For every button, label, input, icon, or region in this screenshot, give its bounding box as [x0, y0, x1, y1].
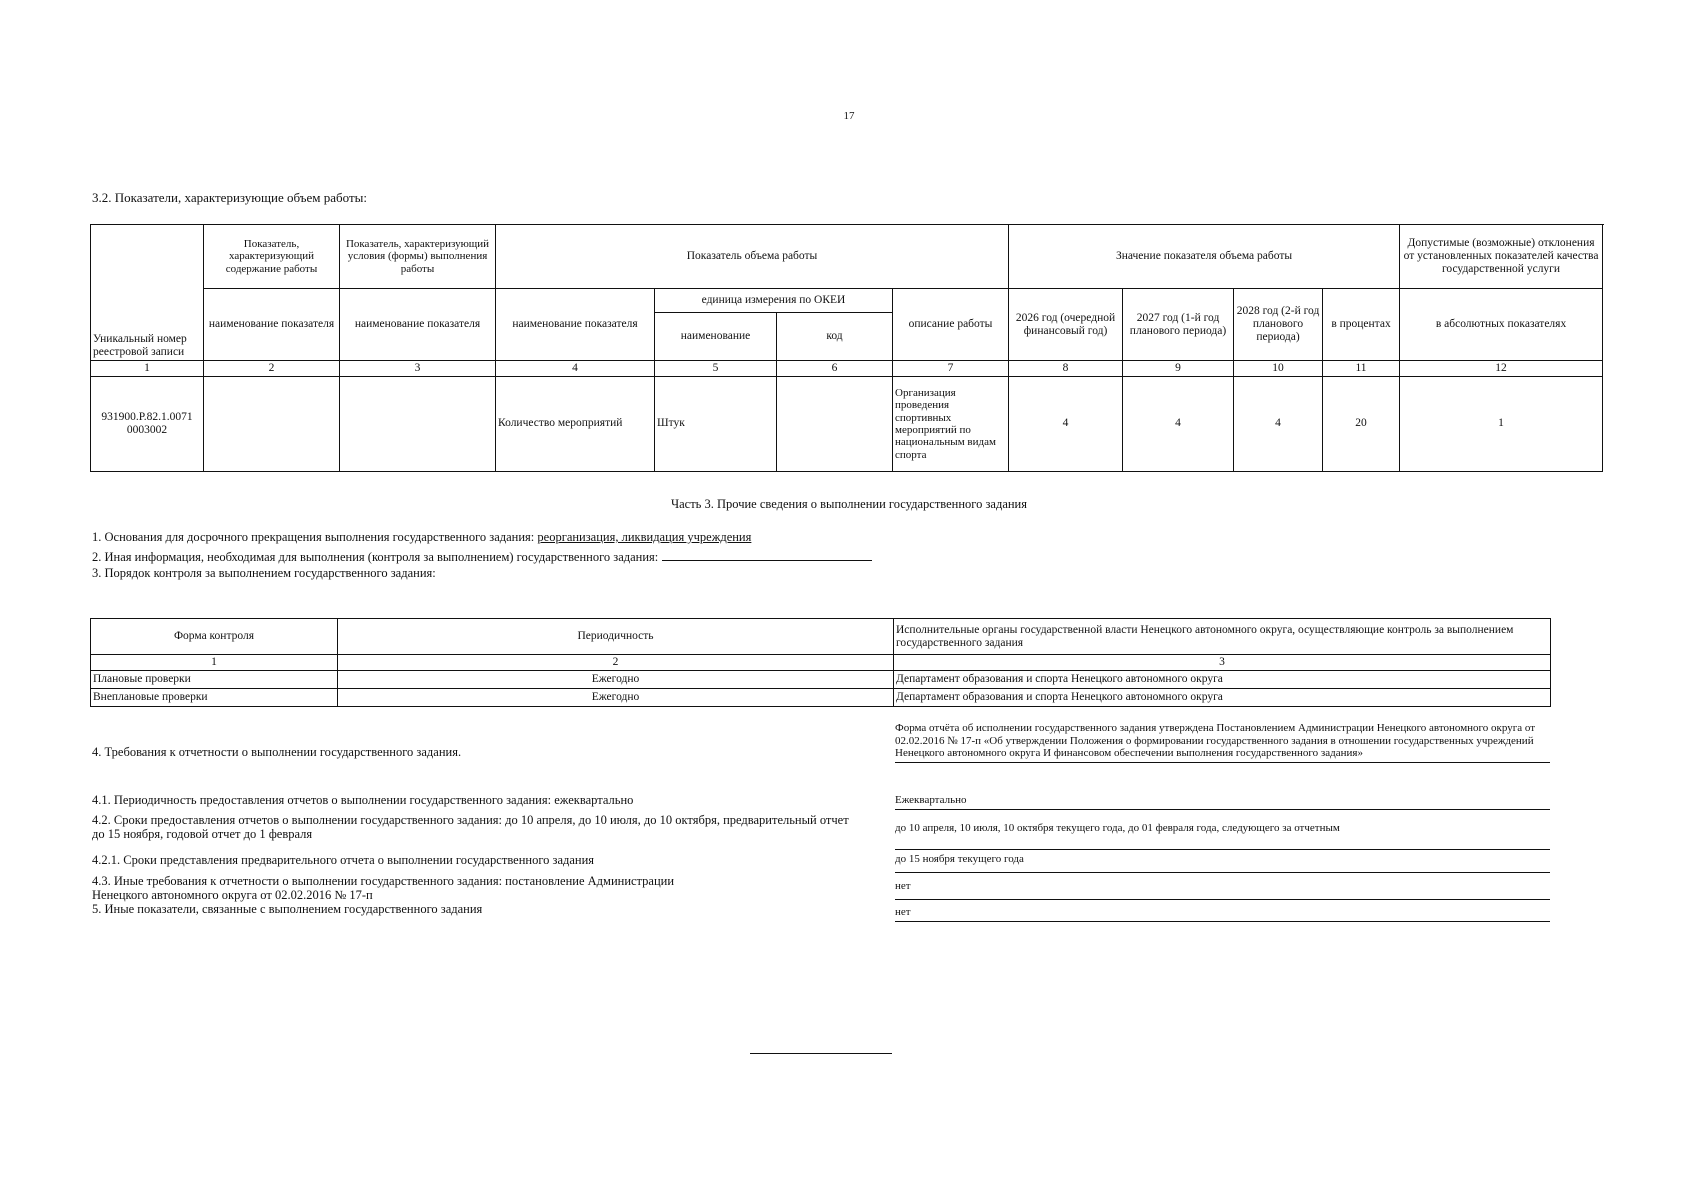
indicator-value: Количество мероприятий	[496, 376, 655, 471]
req-4-label: 4. Требования к отчетности о выполнении государственного задания.	[92, 745, 462, 759]
header-indicator-name: наименование показателя	[496, 289, 655, 361]
column-number: 7	[893, 361, 1009, 377]
header-conditions-indicator: Показатель, характеризующий условия (формы) выполнения работы	[340, 225, 496, 289]
section-title: 3.2. Показатели, характеризующие объем работы:	[92, 190, 367, 205]
header-okei-code: код	[777, 313, 893, 361]
percent-value: 20	[1323, 376, 1400, 471]
unit-value: Штук	[655, 376, 777, 471]
header-content-indicator: Показатель, характеризующий содержание работы	[204, 225, 340, 289]
column-number-row	[91, 361, 1603, 377]
page-number: 17	[843, 110, 855, 122]
description-value: Организация проведения спортивных мероприятий по национальным видам спорта	[893, 376, 1009, 471]
req-4-2-1-label: 4.2.1. Сроки представления предварительного отчета о выполнении государственного задания	[92, 853, 595, 867]
header-work-description: описание работы	[893, 289, 1009, 361]
item-1	[92, 530, 751, 545]
header-volume-value: Значение показателя объема работы	[1009, 225, 1400, 289]
item-3: 3. Порядок контроля за выполнением государственного задания:	[92, 566, 436, 580]
header-indicator-name: наименование показателя	[204, 289, 340, 361]
column-number: 4	[496, 361, 655, 377]
absolute-value: 1	[1400, 376, 1603, 471]
header-year-2028: 2028 год (2-й год планового периода)	[1234, 289, 1323, 361]
item-2-label: 2. Иная информация, необходимая для выполнения (контроля за выполнением) государственного задания:	[92, 550, 659, 564]
value-2026: 4	[1009, 376, 1123, 471]
control-table	[90, 618, 1551, 707]
work-volume-table	[90, 224, 1603, 472]
header-control-organs: Исполнительные органы государственной власти Ненецкого автономного округа, осуществляющие контроль за выполнением государственного задания	[894, 619, 1551, 655]
column-number: 1	[91, 361, 204, 377]
periodicity: Ежегодно	[338, 670, 894, 688]
value-2028: 4	[1234, 376, 1323, 471]
column-number-row	[91, 655, 1551, 671]
req-4-2-1-value: до 15 ноября текущего года	[895, 853, 1550, 873]
column-number: 2	[204, 361, 340, 377]
blank-line	[662, 548, 872, 561]
content-value	[204, 376, 340, 471]
column-number: 3	[894, 655, 1551, 671]
req-4-2-value: до 10 апреля, 10 июля, 10 октября текущего года, до 01 февраля года, следующего за отчетным	[895, 822, 1550, 850]
registry-code: 931900.Р.82.1.0071 0003002	[91, 376, 204, 471]
column-number: 12	[1400, 361, 1603, 377]
header-periodicity: Периодичность	[338, 619, 894, 655]
control-form: Плановые проверки	[91, 670, 338, 688]
header-okei-name: наименование	[655, 313, 777, 361]
control-organ: Департамент образования и спорта Ненецкого автономного округа	[894, 670, 1551, 688]
header-indicator-name: наименование показателя	[340, 289, 496, 361]
column-number: 5	[655, 361, 777, 377]
header-control-form: Форма контроля	[91, 619, 338, 655]
req-5-label: 5. Иные показатели, связанные с выполнением государственного задания	[92, 902, 483, 916]
column-number: 6	[777, 361, 893, 377]
item-1-label: 1. Основания для досрочного прекращения выполнения государственного задания:	[92, 530, 538, 544]
header-deviation: Допустимые (возможные) отклонения от установленных показателей качества государственной услуги	[1400, 225, 1603, 289]
unit-code-value	[777, 376, 893, 471]
item-1-value: реорганизация, ликвидация учреждения	[537, 530, 752, 544]
control-organ: Департамент образования и спорта Ненецкого автономного округа	[894, 688, 1551, 706]
header-volume-indicator: Показатель объема работы	[496, 225, 1009, 289]
column-number: 3	[340, 361, 496, 377]
column-number: 2	[338, 655, 894, 671]
value-2027: 4	[1123, 376, 1234, 471]
column-number: 1	[91, 655, 338, 671]
column-number: 10	[1234, 361, 1323, 377]
column-number: 11	[1323, 361, 1400, 377]
req-4-value: Форма отчёта об исполнении государственного задания утверждена Постановлением Администрации Ненецкого автономного округа от 02.02.2016 № 17-п «Об утверждении Положения о формировании государственного задания в отношении государственных учреждений Ненецкого автономного округа И финансовом обеспечении выполнения государственного задания»	[895, 722, 1550, 763]
header-okei-unit: единица измерения по ОКЕИ	[655, 289, 893, 313]
header-absolute: в абсолютных показателях	[1400, 289, 1603, 361]
req-4-2-label: 4.2. Сроки предоставления отчетов о выполнении государственного задания: до 10 апреля, до 10 июля, до 10 октября, предварительный отчет до 15 ноября, годовой отчет до 1 февраля	[92, 813, 849, 842]
header-year-2026: 2026 год (очередной финансовый год)	[1009, 289, 1123, 361]
header-year-2027: 2027 год (1-й год планового периода)	[1123, 289, 1234, 361]
footer-divider	[750, 1053, 892, 1054]
req-4-1-label: 4.1. Периодичность предоставления отчетов о выполнении государственного задания: ежеквартально	[92, 793, 634, 807]
table-row	[91, 376, 1603, 471]
periodicity: Ежегодно	[338, 688, 894, 706]
table-row	[91, 688, 1551, 706]
control-form: Внеплановые проверки	[91, 688, 338, 706]
header-unique-number: Уникальный номер реестровой записи	[91, 225, 204, 361]
req-4-1-value: Ежеквартально	[895, 794, 1550, 810]
item-2	[92, 548, 872, 565]
req-4-3-value: нет	[895, 880, 1550, 900]
header-percent: в процентах	[1323, 289, 1400, 361]
req-4-3-label: 4.3. Иные требования к отчетности о выполнении государственного задания: постановление Администрации Ненецкого автономного округа от 02.02.2016 № 17-п	[92, 874, 675, 903]
conditions-value	[340, 376, 496, 471]
column-number: 8	[1009, 361, 1123, 377]
part3-title: Часть 3. Прочие сведения о выполнении государственного задания	[670, 497, 1027, 511]
req-5-value: нет	[895, 906, 1550, 922]
table-row	[91, 670, 1551, 688]
column-number: 9	[1123, 361, 1234, 377]
